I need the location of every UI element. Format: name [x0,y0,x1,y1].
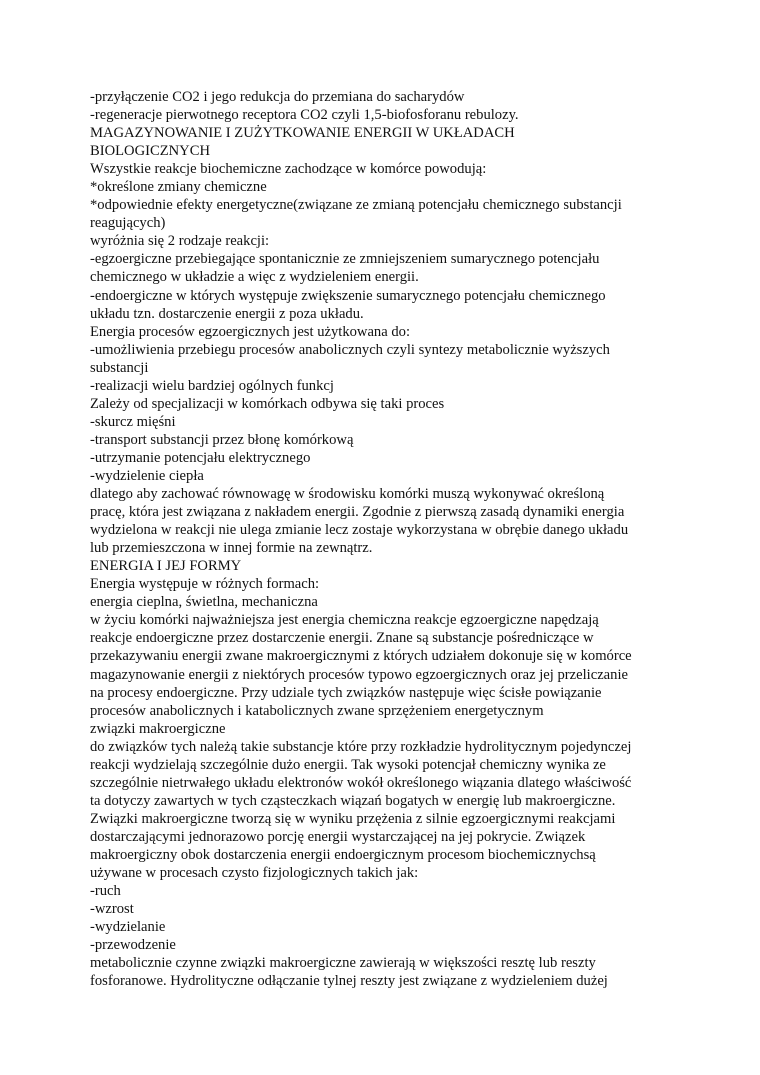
text-line: *określone zmiany chemiczne [90,179,267,196]
text-line: substancji [90,359,149,376]
text-line: -realizacji wielu bardziej ogólnych funkcj [90,377,334,394]
text-line: -regeneracje pierwotnego receptora CO2 czyli 1,5-biofosforanu rebulozy. [90,107,519,124]
text-line: -wzrost [90,901,134,918]
text-line: makroergiczny obok dostarczenia energii endoergicznym procesom biochemicznychsą [90,846,596,863]
text-line: pracę, która jest związana z nakładem energii. Zgodnie z pierwszą zasadą dynamiki energia [90,504,625,521]
text-line: metabolicznie czynne związki makroergiczne zawierają w większości resztę lub reszty [90,955,596,972]
text-line: BIOLOGICZNYCH [90,143,210,160]
text-line: Energia procesów egzoergicznych jest użytkowana do: [90,323,411,340]
text-line: wydzielona w reakcji nie ulega zmianie lecz zostaje wykorzystana w obrębie danego układu [90,522,629,539]
text-line: szczególnie nietrwałego układu elektronów wokół określonego wiązania dlatego właściwość [90,774,632,791]
text-line: dlatego aby zachować równowagę w środowisku komórki muszą wykonywać określoną [90,486,605,503]
text-line: używane w procesach czysto fizjologicznych takich jak: [90,865,419,882]
text-line: ENERGIA I JEJ FORMY [90,558,242,575]
text-line: fosforanowe. Hydrolityczne odłączanie tylnej reszty jest związane z wydzieleniem dużej [90,973,608,990]
text-line: -przewodzenie [90,937,176,954]
text-line: -endoergiczne w których występuje zwiększenie sumarycznego potencjału chemicznego [90,287,606,304]
text-line: lub przemieszczona w innej formie na zewnątrz. [90,540,373,557]
text-line: dostarczającymi jednorazowo porcję energii wystarczającej na jej pokrycie. Związek [90,828,586,845]
text-line: magazynowanie energii z niektórych procesów typowo egzoergicznych oraz jej przeliczanie [90,666,628,683]
text-line: reakcji wydzielają szczególnie dużo energii. Tak wysoki potencjał chemiczny wynika ze [90,756,606,773]
text-line: -ruch [90,883,121,900]
text-line: -wydzielenie ciepła [90,467,204,484]
text-line: -wydzielanie [90,919,166,936]
text-line: -przyłączenie CO2 i jego redukcja do przemiana do sacharydów [90,89,465,105]
text-line: reagujących) [90,215,166,232]
text-line: przekazywaniu energii zwane makroergicznymi z których udziałem dokonuje się w komórce [90,648,632,665]
text-line: -egzoergiczne przebiegające spontanicznie ze zmniejszeniem sumarycznego potencjału [90,251,600,268]
text-line: Związki makroergiczne tworzą się w wyniku przężenia z silnie egzoergicznymi reakcjami [90,810,616,827]
text-line: procesów anabolicznych i katabolicznych zwane sprzężeniem energetycznym [90,702,544,719]
text-line: do związków tych należą takie substancje które przy rozkładzie hydrolitycznym pojedynczej [90,738,632,755]
text-line: wyróżnia się 2 rodzaje reakcji: [90,233,270,250]
text-line: Zależy od specjalizacji w komórkach odbywa się taki proces [90,395,445,412]
text-line: MAGAZYNOWANIE I ZUŻYTKOWANIE ENERGII W UKŁADACH [90,125,515,142]
text-line: Energia występuje w różnych formach: [90,576,320,593]
text-line: *odpowiednie efekty energetyczne(związane ze zmianą potencjału chemicznego substancji [90,197,622,214]
text-line: -umożliwienia przebiegu procesów anabolicznych czyli syntezy metabolicznie wyższych [90,341,610,358]
text-line: Wszystkie reakcje biochemiczne zachodzące w komórce powodują: [90,161,487,178]
text-line: energia cieplna, świetlna, mechaniczna [90,594,318,611]
text-line: związki makroergiczne [90,720,226,737]
text-line: układu tzn. dostarczenie energii z poza układu. [90,305,364,322]
text-line: w życiu komórki najważniejsza jest energia chemiczna reakcje egzoergiczne napędzają [90,612,599,629]
text-line: na procesy endoergiczne. Przy udziale tych związków następuje więc ścisłe powiązanie [90,684,602,701]
text-line: ta dotyczy zawartych w tych cząsteczkach wiązań bogatych w energię lub makroergiczne. [90,792,616,809]
text-line: -skurcz mięśni [90,413,176,430]
text-line: -transport substancji przez błonę komórkową [90,431,354,448]
text-line: reakcje endoergiczne przez dostarczenie energii. Znane są substancje pośredniczące w [90,630,594,647]
document-page [90,88,670,990]
text-line: chemicznego w układzie a więc z wydzieleniem energii. [90,269,419,286]
text-line: -utrzymanie potencjału elektrycznego [90,449,311,466]
